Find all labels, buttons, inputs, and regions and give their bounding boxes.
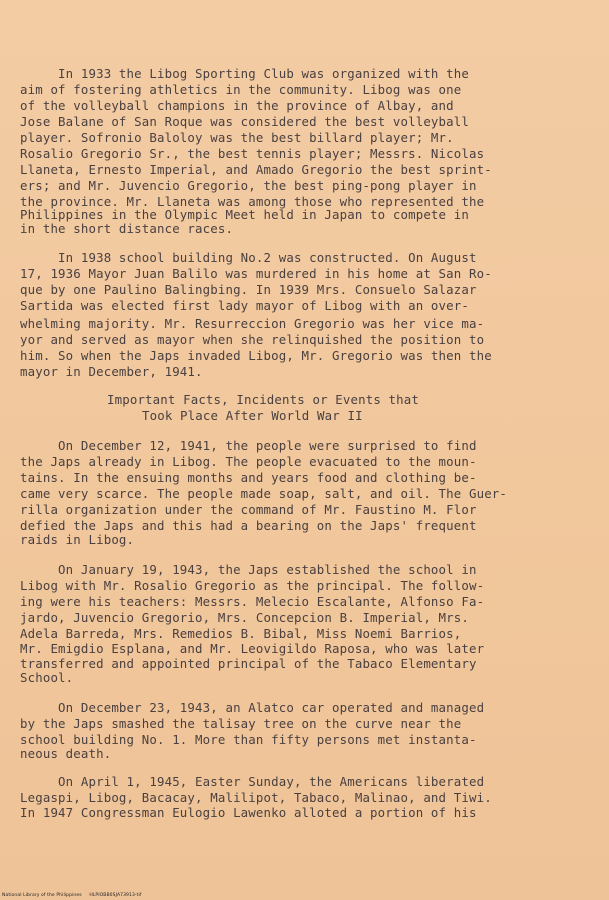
text-line: ing were his teachers: Messrs. Melecio Escalante, Alfonso Fa- xyxy=(20,594,485,609)
text-line: que by one Paulino Balingbing. In 1939 Mrs. Consuelo Salazar xyxy=(20,282,477,297)
text-line: rilla organization under the command of Mr. Faustino M. Flor xyxy=(20,502,477,517)
text-line: On January 19, 1943, the Japs established the school in xyxy=(20,562,477,577)
text-line: aim of fostering athletics in the community. Libog was one xyxy=(20,82,462,97)
text-line: In 1947 Congressman Eulogio Lawenko alloted a portion of his xyxy=(20,805,477,820)
text-line: Adela Barreda, Mrs. Remedios B. Bibal, Miss Noemi Barrios, xyxy=(20,626,462,641)
text-line: On December 23, 1943, an Alatco car operated and managed xyxy=(20,700,485,715)
text-line: In 1938 school building No.2 was constructed. On August xyxy=(20,250,477,265)
text-line: mayor in December, 1941. xyxy=(20,364,203,379)
text-line: school building No. 1. More than fifty persons met instanta- xyxy=(20,732,477,747)
text-line: of the volleyball champions in the province of Albay, and xyxy=(20,98,454,113)
text-line: Legaspi, Libog, Bacacay, Malilipot, Tabaco, Malinao, and Tiwi. xyxy=(20,790,492,805)
text-line: Jose Balane of San Roque was considered the best volleyball xyxy=(20,114,469,129)
section-heading: Important Facts, Incidents or Events that xyxy=(107,392,420,407)
text-line: Libog with Mr. Rosalio Gregorio as the principal. The follow- xyxy=(20,578,485,593)
text-line: Llaneta, Ernesto Imperial, and Amado Gregorio the best sprint- xyxy=(20,162,492,177)
text-line: School. xyxy=(20,670,74,685)
text-line: Rosalio Gregorio Sr., the best tennis player; Messrs. Nicolas xyxy=(20,146,485,161)
text-line: Philippines in the Olympic Meet held in Japan to compete in xyxy=(20,207,469,222)
text-line: in the short distance races. xyxy=(20,221,234,236)
text-line: Sartida was elected first lady mayor of Libog with an over- xyxy=(20,298,469,313)
text-line: In 1933 the Libog Sporting Club was organized with the xyxy=(20,66,469,81)
text-line: defied the Japs and this had a bearing on the Japs' frequent xyxy=(20,518,477,533)
text-line: raids in Libog. xyxy=(20,532,135,547)
text-line: the Japs already in Libog. The people evacuated to the moun- xyxy=(20,454,477,469)
text-line: 17, 1936 Mayor Juan Balilo was murdered in his home at San Ro- xyxy=(20,266,492,281)
text-line: whelming majority. Mr. Resurreccion Gregorio was her vice ma- xyxy=(20,316,485,331)
text-line: ers; and Mr. Juvencio Gregorio, the best ping-pong player in xyxy=(20,178,477,193)
text-line: by the Japs smashed the talisay tree on the curve near the xyxy=(20,716,462,731)
text-line: the province. Mr. Llaneta was among those who represented the xyxy=(20,194,485,209)
footer-source-text: National Library of the Philippines HLPIOBB0SJA73913-tif xyxy=(2,893,142,898)
text-line: player. Sofronio Baloloy was the best billard player; Mr. xyxy=(20,130,454,145)
text-line: transferred and appointed principal of the Tabaco Elementary xyxy=(20,656,477,671)
text-line: Mr. Emigdio Esplana, and Mr. Leovigildo Raposa, who was later xyxy=(20,641,485,656)
text-line: came very scarce. The people made soap, salt, and oil. The Guer- xyxy=(20,486,508,501)
text-line: On April 1, 1945, Easter Sunday, the Americans liberated xyxy=(20,774,485,789)
text-line: him. So when the Japs invaded Libog, Mr. Gregorio was then the xyxy=(20,348,492,363)
section-heading: Took Place After World War II xyxy=(142,408,363,423)
text-line: tains. In the ensuing months and years food and clothing be- xyxy=(20,470,477,485)
text-line: yor and served as mayor when she relinquished the position to xyxy=(20,332,485,347)
text-line: jardo, Juvencio Gregorio, Mrs. Concepcion B. Imperial, Mrs. xyxy=(20,610,469,625)
text-line: neous death. xyxy=(20,746,112,761)
text-line: On December 12, 1941, the people were surprised to find xyxy=(20,438,477,453)
